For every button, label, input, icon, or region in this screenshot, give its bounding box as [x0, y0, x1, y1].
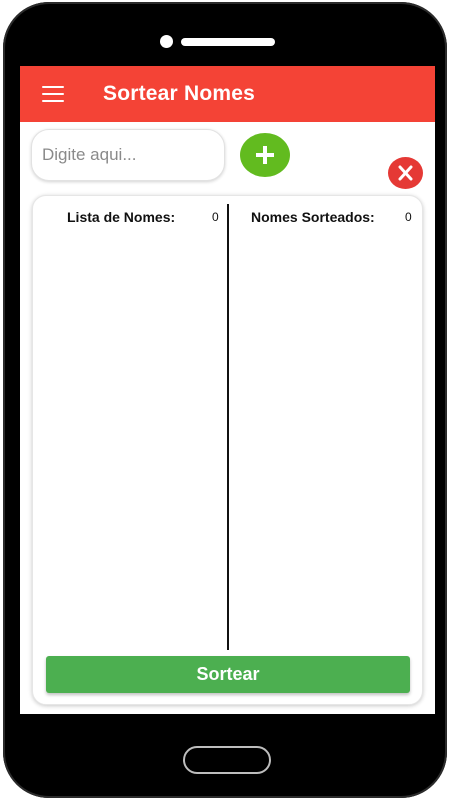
drawn-list-header: Nomes Sorteados:	[251, 209, 375, 225]
earpiece-speaker	[181, 38, 275, 46]
drawn-list[interactable]	[233, 236, 413, 646]
names-list-header: Lista de Nomes:	[67, 209, 176, 225]
hamburger-menu-icon[interactable]	[42, 86, 64, 102]
app-screen	[20, 66, 435, 714]
close-icon	[388, 157, 423, 189]
phone-frame	[3, 2, 447, 798]
add-name-button[interactable]	[240, 133, 290, 177]
column-divider	[227, 204, 229, 650]
app-bar	[20, 66, 435, 122]
front-camera	[160, 35, 173, 48]
clear-list-button[interactable]	[388, 157, 423, 189]
names-list[interactable]	[43, 236, 223, 646]
names-card	[32, 195, 423, 705]
names-count: 0	[212, 210, 219, 224]
plus-icon	[240, 133, 290, 177]
home-button[interactable]	[183, 746, 271, 774]
app-title: Sortear Nomes	[103, 82, 255, 105]
drawn-count: 0	[405, 210, 412, 224]
draw-button[interactable]: Sortear	[46, 656, 410, 693]
name-input[interactable]	[31, 129, 225, 181]
